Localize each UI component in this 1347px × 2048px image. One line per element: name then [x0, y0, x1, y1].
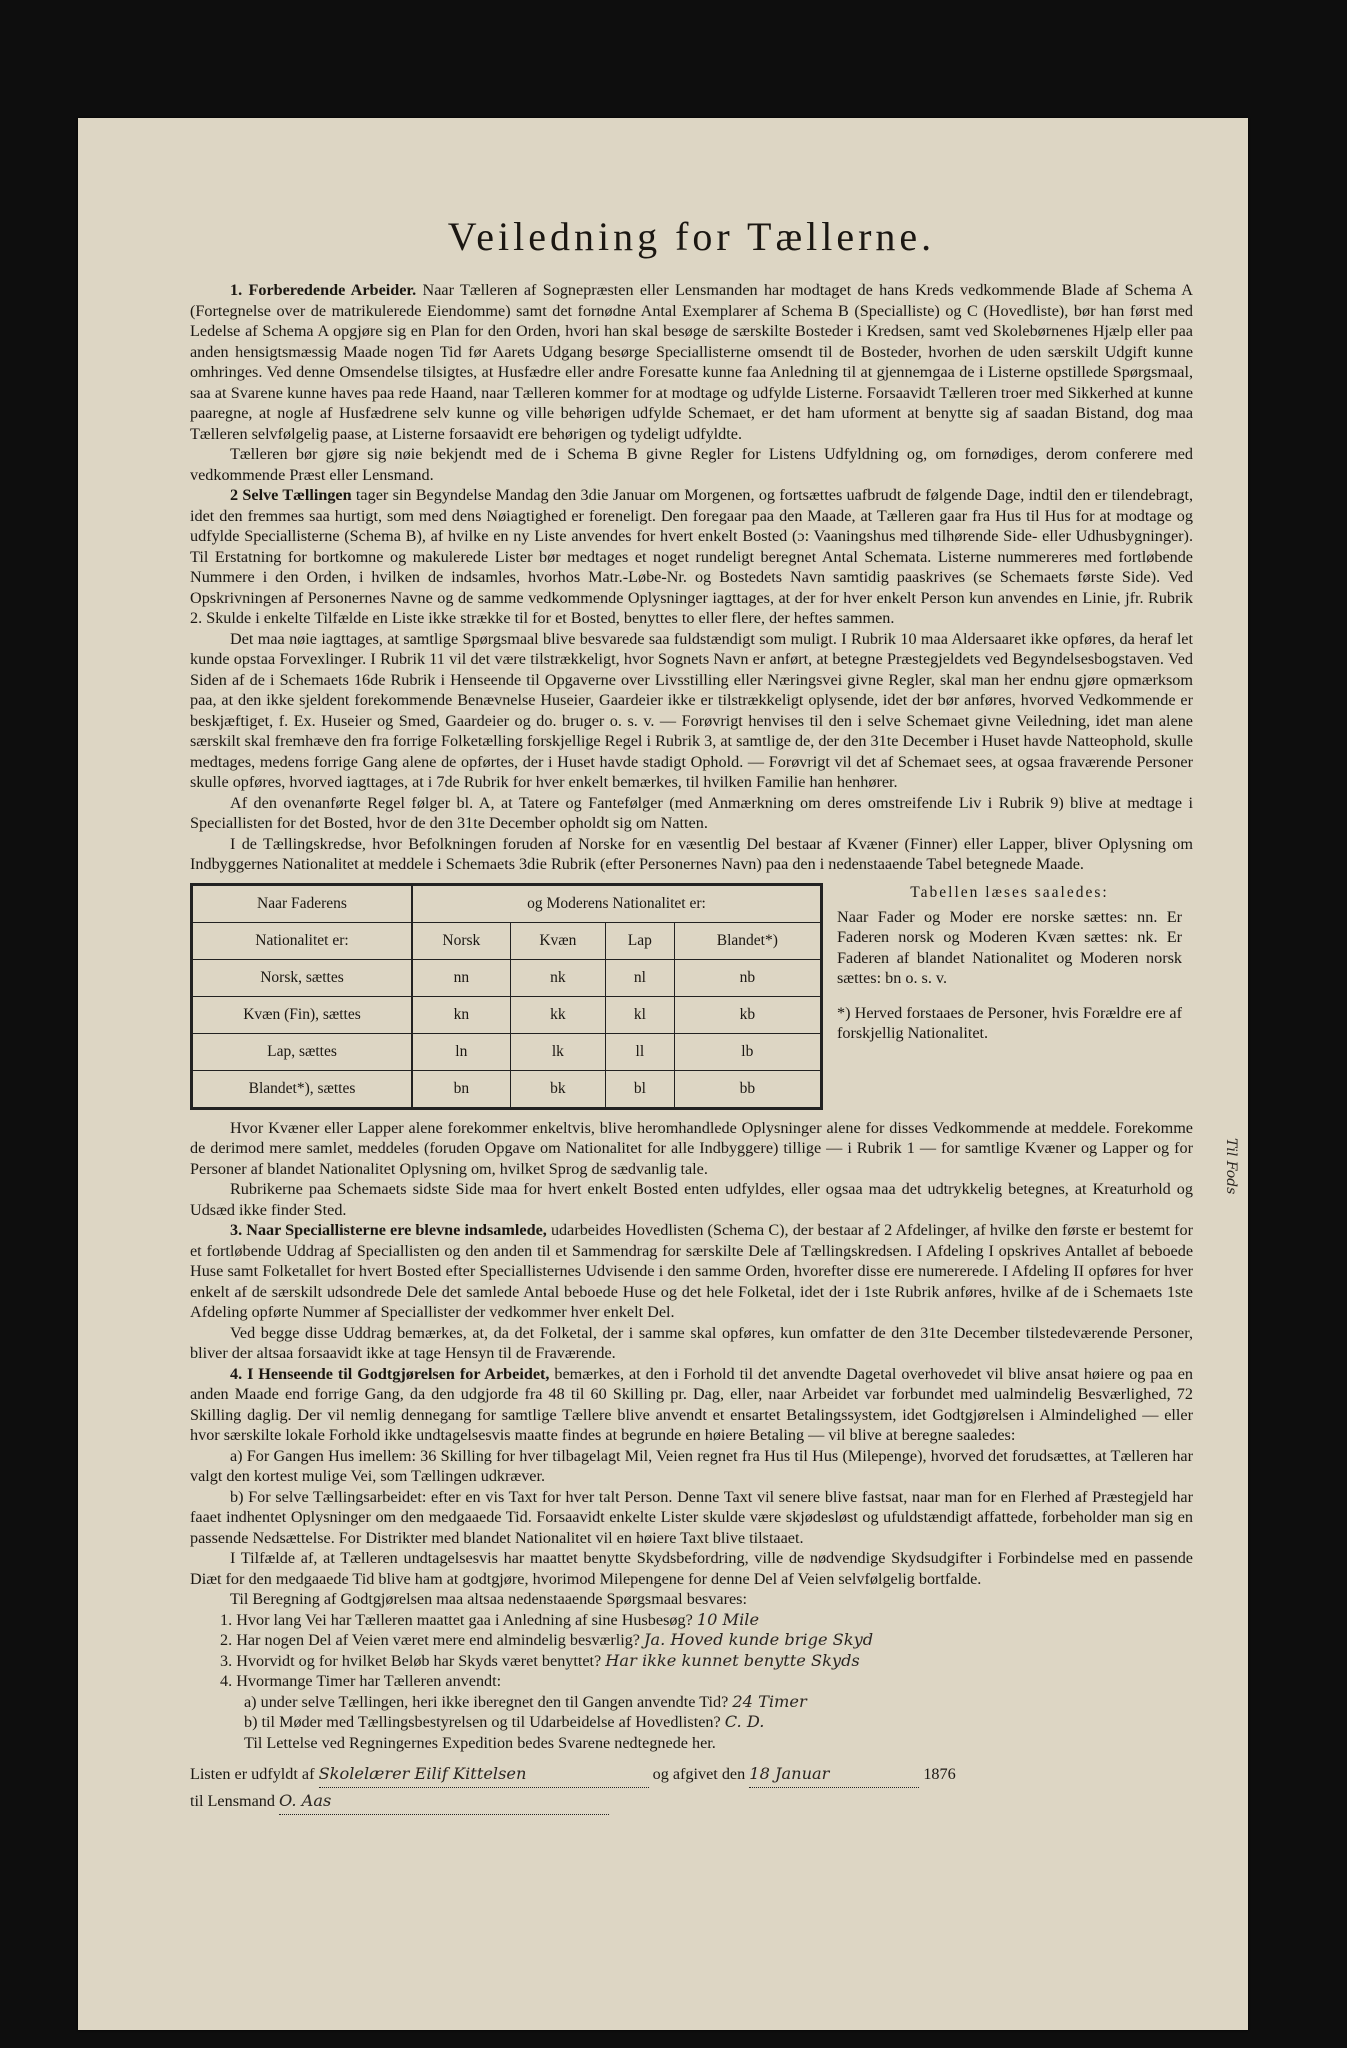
table-cell: bl: [606, 1070, 675, 1108]
after-table-paragraph-2: Rubrikerne paa Schemaets sidste Side maa for hvert enkelt Bosted enten udfyldes, eller ogsaa maa det udtrykkelig betegnes, at Kreaturhold og Udsæd ikke finder Sted.: [190, 1180, 1193, 1219]
row-label: Kvæn (Fin), sættes: [192, 996, 413, 1033]
handwritten-answer: C. D.: [724, 1712, 765, 1731]
section-3-paragraph-2: Ved begge disse Uddrag bemærkes, at, da det Folketal, der i samme skal opføres, kun omfatter de den 31te December tilstedeværende Personer, bliver der altsaa forsaavidt ikke at tage Hensyn til de Fraværende.: [190, 1323, 1193, 1362]
question-text: a) under selve Tællingen, heri ikke iberegnet den til Gangen anvendte Tid?: [244, 1692, 729, 1711]
section-4-text: bemærkes, at den i Forhold til det anvendte Dagetal overhovedet vil blive ansat høiere og paa en anden Maade end forrige Gang, da den udgjorde fra 48 til 60 Skilling pr. Dag, eller, naar Arbeidet var forbundet med ualmindelig Besværlighed, 72 Skilling daglig. Der vil nemlig dennegang for samtlige Tællere blive anvendt et ensartet Betalingssystem, idet Godtgjørelsen i Almindelighed — eller hvor særskilte lokale Forhold ikke undtagelsesvis maatte findes at begrunde en høiere Betaling — vil blive at beregne saaledes:: [190, 1364, 1193, 1444]
table-cell: nn: [412, 959, 510, 996]
table-cell: ll: [606, 1033, 675, 1070]
section-3-heading: 3. Naar Speciallisterne ere blevne indsamlede,: [230, 1221, 547, 1239]
table-head-father-2: Nationalitet er:: [192, 922, 413, 959]
question-text: 4. Hvormange Timer har Tælleren anvendt:: [220, 1672, 502, 1690]
table-col-header: Kvæn: [510, 922, 605, 959]
table-row: [192, 959, 822, 996]
table-cell: ln: [412, 1033, 510, 1070]
section-2-paragraph-2: Det maa nøie iagttages, at samtlige Spørgsmaal blive besvarede saa fuldstændigt som muligt. I Rubrik 10 maa Aldersaaret ikke opføres, da heraf let kunde opstaa Forvexlinger. I Rubrik 11 vil det være tilstrækkeligt, hvor Sognets Navn er anført, at betegne Præstegjeldets ved Begyndelsesbogstaven. Ved Siden af de i Schemaets 16de Rubrik i Henseende til Opgaverne over Livsstilling eller Næringsvei givne Regler, skal man her endnu gjøre opmærksom paa, at den ikke sjeldent forekommende Benævnelse Huseier, Gaardeier ikke er tilstrækkeligt oplysende, idet der bør anføres, hvorved Vedkommende er beskjæftiget, f. Ex. Huseier og Smed, Gaardeier og do. bruger o. s. v. — Forøvrigt henvises til den i selve Schemaet givne Veiledning, idet man alene særskilt skal fremhæve den fra forrige Folketælling forskjellige Regel i Rubrik 3, at samtlige de, der den 31te December i Huset havde Natteophold, skulle medtages, medens forrige Gang alene de opførtes, der i Huset havde stadigt Ophold. — Forøvrigt vil det af Schemaet sees, at ogsaa fraværende Personer skulle opføres, hvorved iagttages, at i 7de Rubrik for hver enkelt bemærkes, til hvilken Familie han henhører.: [190, 629, 1193, 791]
margin-handwritten-note: Til Fods: [1223, 1138, 1239, 1195]
date-handwritten: 18 Januar: [749, 1761, 919, 1788]
section-4: [190, 1364, 1193, 1446]
question-text: 1. Hvor lang Vei har Tælleren maattet gaa i Anledning af sine Husbesøg?: [220, 1610, 693, 1629]
question-item: [220, 1630, 1193, 1651]
row-label: Blandet*), sættes: [192, 1070, 413, 1108]
handwritten-answer: 10 Mile: [696, 1609, 760, 1629]
question-text: 2. Har nogen Del af Veien været mere end almindelig besværlig?: [220, 1631, 640, 1649]
table-cell: nl: [606, 959, 675, 996]
handwritten-answer: 24 Timer: [732, 1691, 807, 1711]
table-cell: bb: [674, 1070, 821, 1108]
row-label: Lap, sættes: [192, 1033, 413, 1070]
handwritten-answer: Har ikke kunnet benytte Skyds: [605, 1650, 860, 1670]
document-body: [190, 213, 1193, 1815]
section-3-text: udarbeides Hovedlisten (Schema C), der bestaar af 2 Afdelinger, af hvilke den første er bestemt for et fortløbende Uddrag af Speciallisten og den anden til et Sammendrag for særskilte Dele af Tællingskredsen. I Afdeling I opskrives Antallet af beboede Huse samt Folketallet for hvert Bosted efter Speciallisternes Udvisende i den samme Orden, hvorefter disse ere numererede. I Afdeling II opføres for hver enkelt af de særskilt udsondrede Dele det samlede Antal beboede Huse og det hele Folketal, idet der i 1ste Rubrik anføres, hvilke af de i Schemaets 1ste Afdeling opførte Nummer af Speciallister der vedkommer hver enkelt Del.: [190, 1221, 1193, 1321]
census-instruction-sheet: [78, 118, 1248, 2030]
section-2-text: tager sin Begyndelse Mandag den 3die Januar om Morgenen, og fortsættes uafbrudt de følgende Dage, indtil den er tilendebragt, idet den fremmes saa hurtigt, som med dens Nøiagtighed er foreneligt. Den foregaar paa den Maade, at Tælleren gaar fra Hus til Hus for at modtage og udfylde Speciallisterne (Schema B), af hvilke en ny Liste anvendes for hvert enkelt Bosted (ɔ: Vaaningshus med tilhørende Side- eller Udhusbygninger). Til Erstatning for bortkomne og makulerede Lister bør medtages et noget rundeligt beregnet Antal Schemata. Listerne nummereres med fortløbende Nummere i den Orden, i hvilken de indsamles, hvorhos Matr.-Løbe-Nr. og Bostedets Navn samtidig paaskrives (se Schemaets første Side). Ved Opskrivningen af Personernes Navne og de samme vedkommende Oplysninger iagttages, at der for hver enkelt Person kun anvendes en Linie, jfr. Rubrik 2. Skulde i enkelte Tilfælde en Liste ikke strække til for et Bosted, benyttes to eller flere, der heftes sammen.: [190, 486, 1194, 627]
table-cell: kk: [510, 996, 605, 1033]
section-1-paragraph-2: Tælleren bør gjøre sig nøie bekjendt med de i Schema B givne Regler for Listens Udfyldning og, om fornødiges, derom conferere med vedkommende Præst eller Lensmand.: [190, 445, 1193, 484]
table-row: [192, 1070, 822, 1108]
table-head-father: Naar Faderens: [192, 884, 413, 922]
footer-filled-label: Listen er udfyldt af: [190, 1765, 315, 1783]
table-cell: bk: [510, 1070, 605, 1108]
question-item: [220, 1671, 1193, 1692]
question-item: [244, 1712, 1193, 1733]
section-4-item-a: a) For Gangen Hus imellem: 36 Skilling for hver tilbagelagt Mil, Veien regnet fra Hus til Hus (Milepenge), hvorved det forudsættes, at Tælleren har valgt den kortest mulige Vei, som Tællingen udkræver.: [190, 1446, 1193, 1485]
table-cell: nb: [674, 959, 821, 996]
section-1-text: Naar Tælleren af Sognepræsten eller Lensmanden har modtaget de hans Kreds vedkommende Blade af Schema A (Fortegnelse over de matrikulerede Eiendomme) samt det fornødne Antal Exemplarer af Schema B (Specialliste) og C (Hovedliste), bør han først med Ledelse af Schema A opgjøre sig en Plan for den Orden, hvori han skal besøge de særskilte Bosteder i Kredsen, samt ved Skolebørnenes Hjælp eller paa anden hensigtsmæssig Maade nogen Tid før Aarets Udgang besørge Speciallisterne omsendt til de Bosteder, hvorhen de uden særskilt Udgift kunne omhringes. Ved denne Omsendelse tilsigtes, at Husfædre eller andre Foresatte kunne faa Anledning til at gjennemgaa de i Listerne opstillede Spørgsmaal, saa at Svarene kunne haves paa rede Haand, naar Tælleren kommer for at modtage og udfylde Listerne. Forsaavidt Tælleren troer med Sikkerhed at kunne paaregne, at nogle af Husfædrene selv kunne og ville behørigen udfylde Schemaet, er det ham uforment at benytte sig af saadan Bistand, dog maa Tælleren selvfølgelig paase, at Listerne forsaavidt ere behørigen og tydeligt udfyldte.: [190, 281, 1193, 443]
footer-year: 1876: [923, 1765, 956, 1783]
row-label: Norsk, sættes: [192, 959, 413, 996]
handwritten-answer: Ja. Hoved kunde brige Skyd: [644, 1630, 874, 1649]
section-3: [190, 1220, 1193, 1323]
table-cell: kl: [606, 996, 675, 1033]
table-col-header: Norsk: [412, 922, 510, 959]
after-table-paragraph-1: Hvor Kvæner eller Lapper alene forekommer enkeltvis, blive heromhandlede Oplysninger alene for disses Vedkommende at meddele. Forekomme de derimod mere samlet, meddeles (foruden Opgave om Nationalitet for alle Indbyggere) tillige — i Rubrik 1 — for samtlige Kvæner og Lapper og for Personer af blandet Nationalitet Oplysning om, hvilket Sprog de sædvanlig tale.: [190, 1118, 1193, 1178]
section-4-item-b: b) For selve Tællingsarbeidet: efter en vis Taxt for hver talt Person. Denne Taxt vil senere blive fastsat, naar man for en Flerhed af Præstegjeld har faaet indhentet Oplysninger om den medgaaede Tid. Forsaavidt enkelte Lister skulde være skjødesløst og ufuldstændigt affattede, forbeholder man sig en passende Nedsættelse. For Distrikter med blandet Nationalitet vil en høiere Taxt blive tilstaaet.: [190, 1487, 1193, 1547]
question-text: 3. Hvorvidt og for hvilket Beløb har Skyds været benyttet?: [220, 1651, 602, 1670]
table-head-mother: og Moderens Nationalitet er:: [527, 894, 706, 912]
section-2: [190, 485, 1193, 629]
question-item: [220, 1651, 1193, 1672]
section-4-paragraph-3: Til Beregning af Godtgjørelsen maa altsaa nedenstaaende Spørgsmaal besvares:: [230, 1590, 747, 1608]
table-cell: nk: [510, 959, 605, 996]
section-2-paragraph-3: Af den ovenanførte Regel følger bl. A, at Tatere og Fantefølger (med Anmærkning om deres omstreifende Liv i Rubrik 9) blive at medtage i Speciallisten for det Bosted, hvor de den 31te December opholdt sig om Natten.: [190, 793, 1193, 832]
table-row: [192, 1033, 822, 1070]
question-item: [244, 1692, 1193, 1713]
table-col-header: Lap: [606, 922, 675, 959]
footer-lensmand-label: til Lensmand: [190, 1792, 275, 1810]
signature-block: [190, 1761, 1193, 1815]
table-row: [192, 996, 822, 1033]
table-notes: [837, 883, 1182, 1044]
nationality-table: [190, 883, 823, 1110]
table-footnote: *) Herved forstaaes de Personer, hvis Forældre ere af forskjellig Nationalitet.: [837, 1003, 1182, 1042]
section-4-paragraph-2: I Tilfælde af, at Tælleren undtagelsesvis har maattet benytte Skydsbefordring, ville de nødvendige Skydsudgifter i Forbindelse med en passende Diæt for den medgaaede Tid blive ham at godtgjøre, hvorimod Milepengene for denne Del af Veien selvfølgelig bortfalde.: [190, 1549, 1193, 1588]
section-4-heading: 4. I Henseende til Godtgjørelsen for Arbeidet,: [230, 1364, 550, 1383]
footer-line-1: [190, 1761, 1193, 1788]
nationality-block: [190, 883, 1193, 1110]
question-item: [220, 1610, 1193, 1631]
section-1-heading: 1. Forberedende Arbeider.: [230, 281, 417, 299]
footer-line-2: [190, 1788, 1193, 1815]
table-cell: kb: [674, 996, 821, 1033]
section-2-heading: 2 Selve Tællingen: [230, 486, 352, 504]
table-cell: kn: [412, 996, 510, 1033]
filled-by-signature: Skolelærer Eilif Kittelsen: [319, 1761, 649, 1788]
lensmand-signature: O. Aas: [279, 1788, 609, 1815]
table-notes-heading: Tabellen læses saaledes:: [910, 883, 1109, 901]
table-cell: lb: [674, 1033, 821, 1070]
table-col-header: Blandet*): [674, 922, 821, 959]
table-cell: bn: [412, 1070, 510, 1108]
section-1: [190, 280, 1193, 444]
question-text: b) til Møder med Tællingsbestyrelsen og til Udarbeidelse af Hovedlisten?: [244, 1713, 721, 1731]
closing-note: Til Lettelse ved Regningernes Expedition bedes Svarene nedtegnede her.: [244, 1733, 716, 1752]
section-2-paragraph-4: I de Tællingskredse, hvor Befolkningen foruden af Norske for en væsentlig Del bestaar af Kvæner (Finner) eller Lapper, bliver Oplysning om Indbyggernes Nationalitet at meddele i Schemaets 3die Rubrik (efter Personernes Navn) paa den i nedenstaaende Tabel betegnede Maade.: [190, 834, 1193, 873]
questions-list: [220, 1610, 1193, 1754]
table-notes-text: Naar Fader og Moder ere norske sættes: nn. Er Faderen norsk og Moderen Kvæn sættes: nk. Er Faderen af blandet Nationalitet og Moderen norsk sættes: bn o. s. v.: [837, 907, 1182, 987]
page-title: Veiledning for Tællerne.: [447, 214, 936, 259]
footer-given-label: og afgivet den: [652, 1765, 746, 1783]
table-cell: lk: [510, 1033, 605, 1070]
